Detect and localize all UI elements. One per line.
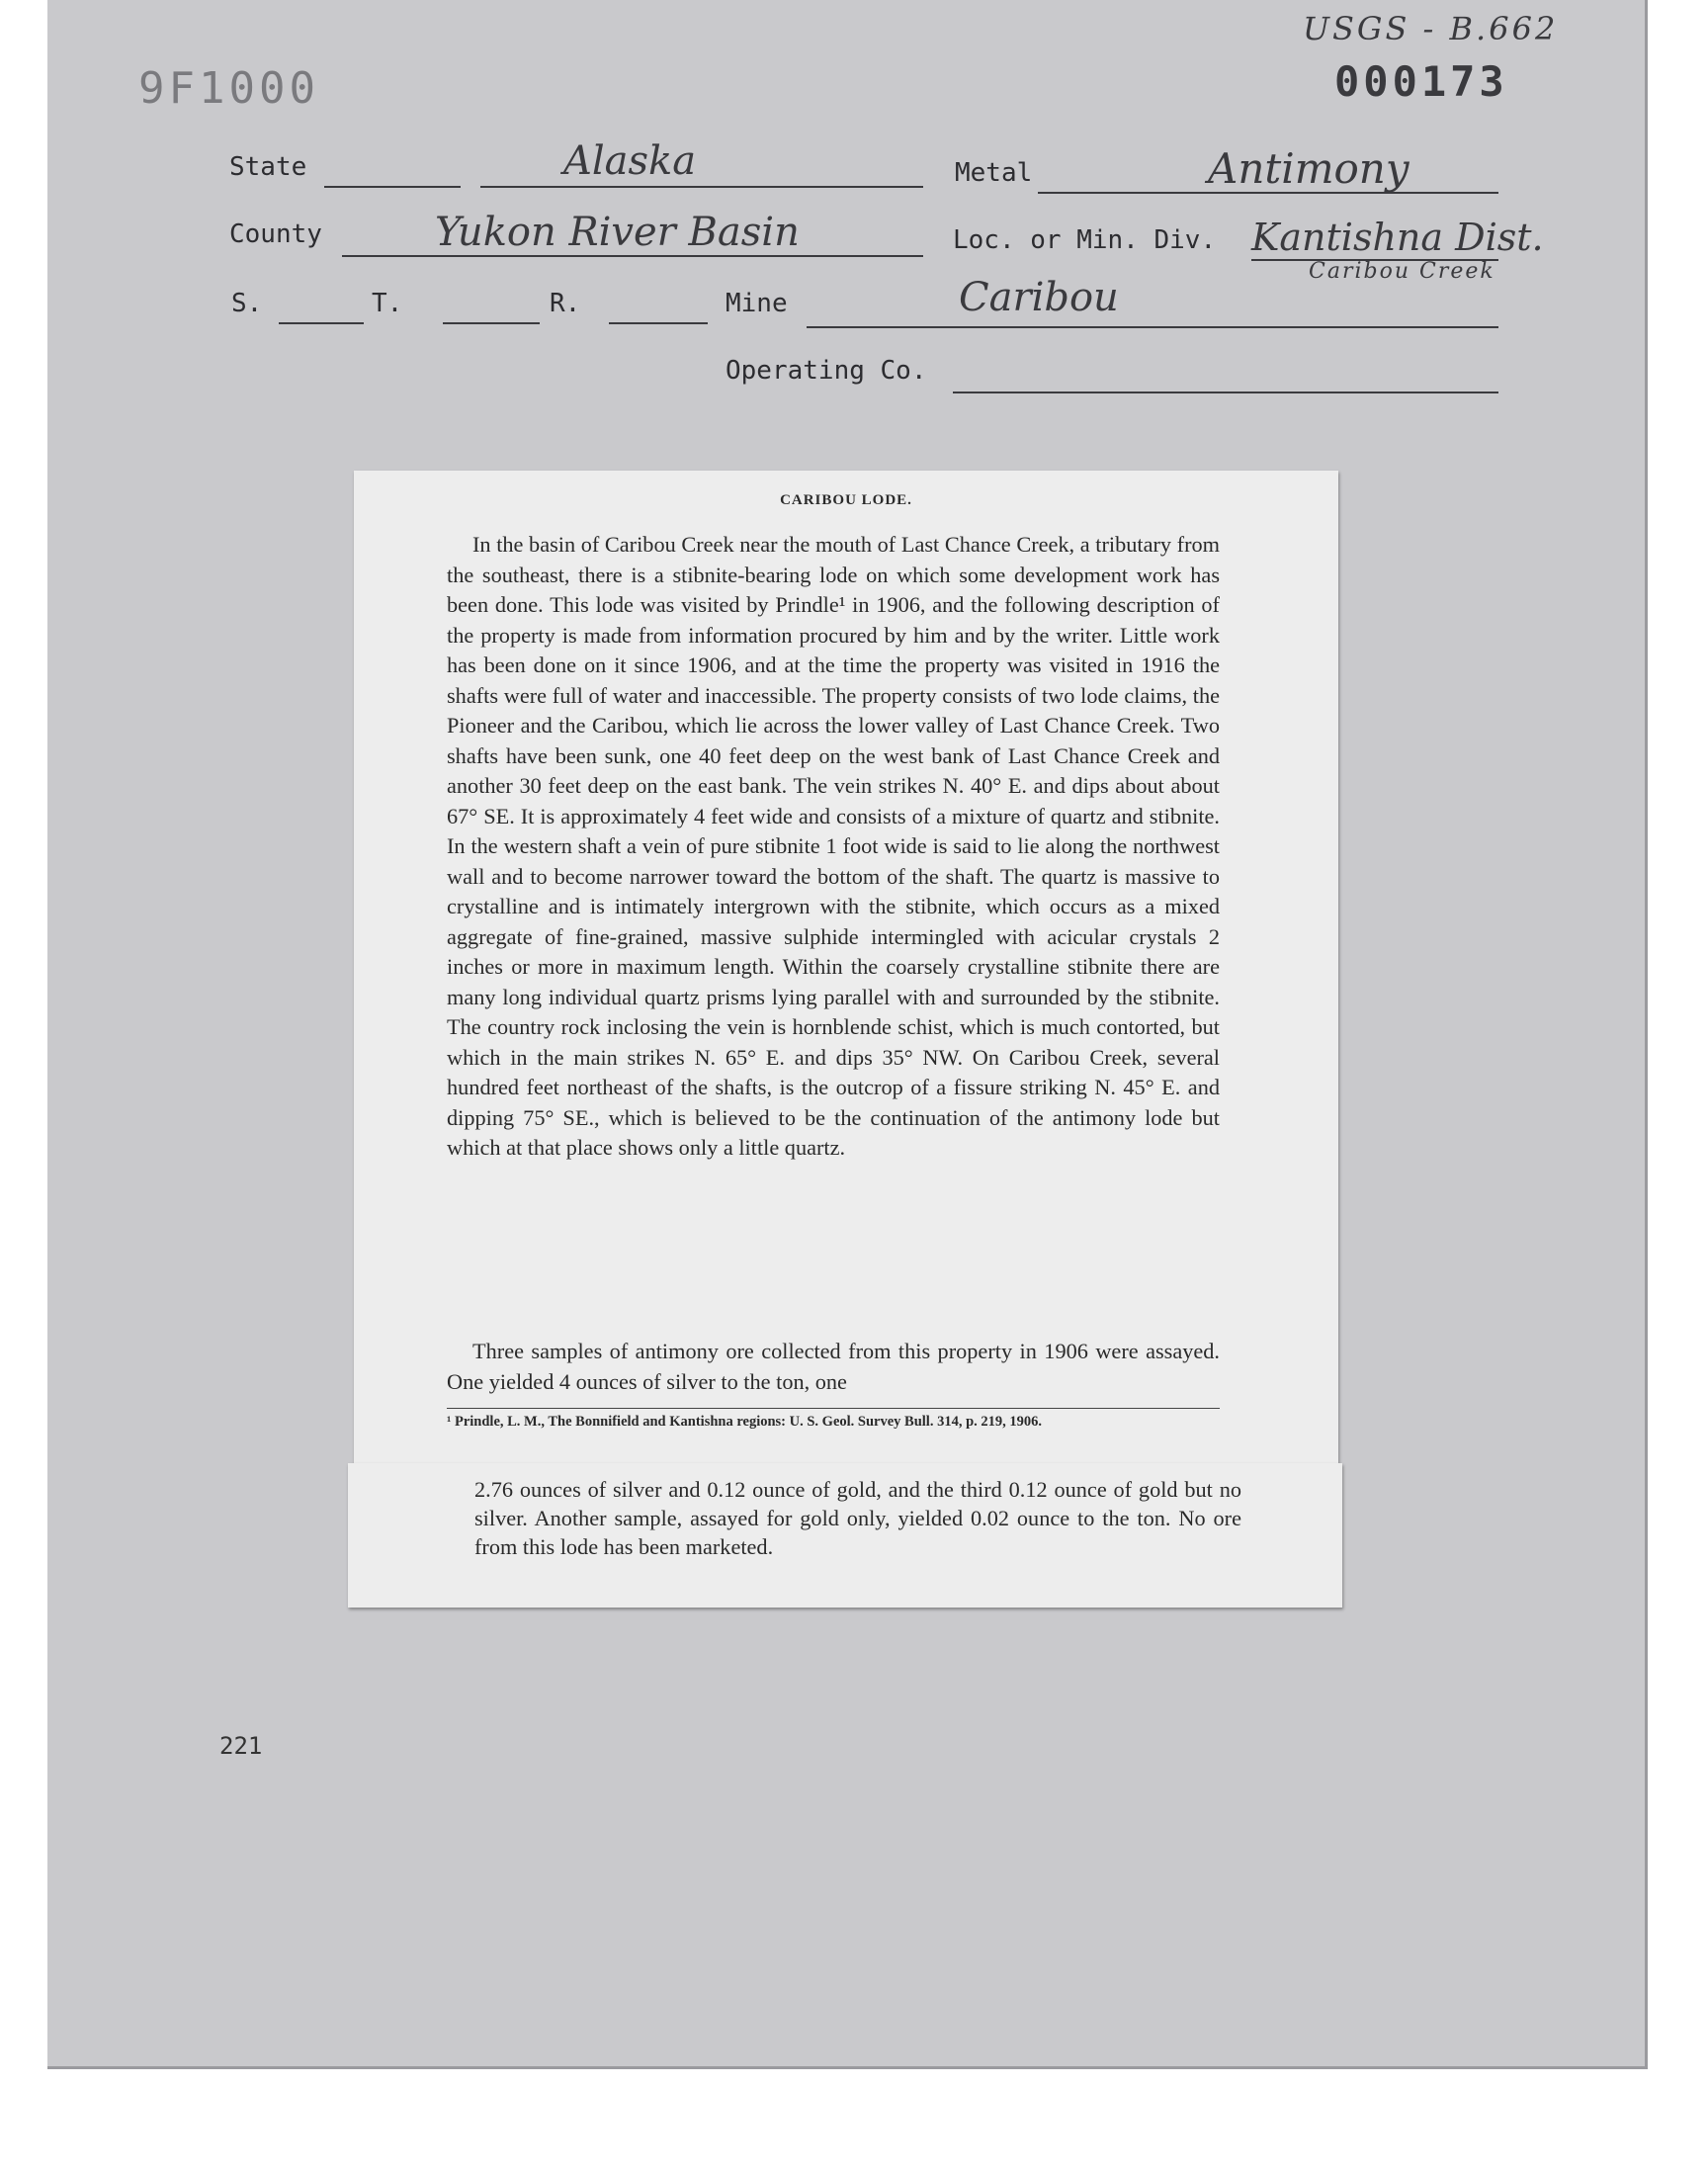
section-label: S. bbox=[231, 289, 263, 318]
footnote-rule bbox=[447, 1408, 1220, 1409]
state-value: Alaska bbox=[563, 138, 697, 184]
state-label: State bbox=[229, 152, 307, 182]
clipping-continuation-text: 2.76 ounces of silver and 0.12 ounce of gold, and the third 0.12 ounce of gold but no silver. Another sample, assayed for gold only, yielded 0.02 ounce to the ton. No ore from this lode has been marketed. bbox=[474, 1477, 1241, 1559]
loc-value: Kantishna Dist. bbox=[1251, 216, 1544, 259]
loc-label: Loc. or Min. Div. bbox=[953, 225, 1217, 255]
clipping-main bbox=[354, 471, 1338, 1471]
stamp-number-left: 9F1000 bbox=[138, 63, 319, 114]
clipping-paragraph-1: In the basin of Caribou Creek near the mouth of Last Chance Creek, a tributary from the southeast, there is a stibnite-bearing lode on which some development work has been done. This lode was visited by Prindle¹ in 1906, and the following description of the property is made from information procured by him and by the writer. Little work has been done on it since 1906, and at the time the property was visited in 1916 the shafts were full of water and inaccessible. The property consists of two lode claims, the Pioneer and the Caribou, which lie across the lower valley of Last Chance Creek. Two shafts have been sunk, one 40 feet deep on the west bank of Last Chance Creek and another 30 feet deep on the east bank. The vein strikes N. 40° E. and dips about about 67° SE. It is approximately 4 feet wide and consists of a mixture of quartz and stibnite. In the western shaft a vein of pure stibnite 1 foot wide is said to lie along the northwest wall and to become narrower toward the bottom of the shaft. The quartz is massive to crystalline and is intimately intergrown with the stibnite, which occurs as a mixed aggregate of fine-grained, massive sulphide intermingled with acicular crystals 2 inches or more in maximum length. Within the coarsely crystalline stibnite there are many long individual quartz prisms lying parallel with and surrounded by the stibnite. The country rock inclosing the vein is hornblende schist, which is much contorted, but which in the main strikes N. 65° E. and dips 35° NW. On Caribou Creek, several hundred feet northeast of the shafts, is the outcrop of a fissure striking N. 45° E. and dipping 75° SE., which is believed to be the continuation of the antimony lode but which at that place shows only a little quartz. bbox=[447, 532, 1220, 1160]
mine-value: Caribou bbox=[959, 275, 1119, 320]
state-line-2 bbox=[480, 186, 923, 188]
township-label: T. bbox=[372, 289, 403, 318]
range-label: R. bbox=[550, 289, 581, 318]
loc-note: Caribou Creek bbox=[1309, 259, 1495, 284]
county-label: County bbox=[229, 219, 322, 249]
county-line bbox=[342, 255, 923, 257]
clipping-continuation bbox=[348, 1463, 1342, 1608]
mine-line bbox=[807, 326, 1498, 328]
state-line-1 bbox=[324, 186, 461, 188]
section-line bbox=[279, 322, 364, 324]
stamp-number-right: 000173 bbox=[1334, 57, 1508, 106]
operating-co-line bbox=[953, 392, 1498, 393]
clipping-title: CARIBOU LODE. bbox=[780, 492, 912, 508]
range-line bbox=[609, 322, 708, 324]
handwritten-catalog-ref: USGS - B.662 bbox=[1303, 10, 1559, 47]
county-value: Yukon River Basin bbox=[435, 210, 800, 255]
mine-label: Mine bbox=[726, 289, 788, 318]
township-line bbox=[443, 322, 540, 324]
metal-label: Metal bbox=[955, 158, 1033, 188]
operating-co-label: Operating Co. bbox=[726, 356, 927, 386]
metal-value: Antimony bbox=[1208, 144, 1409, 193]
clipping-footnote: ¹ Prindle, L. M., The Bonnifield and Kantishna regions: U. S. Geol. Survey Bull. 314, p. 219, 1906. bbox=[447, 1414, 1043, 1430]
clipping-paragraph-2: Three samples of antimony ore collected from this property in 1906 were assayed. One yielded 4 ounces of silver to the ton, one bbox=[447, 1339, 1220, 1394]
page-number: 221 bbox=[219, 1732, 263, 1760]
